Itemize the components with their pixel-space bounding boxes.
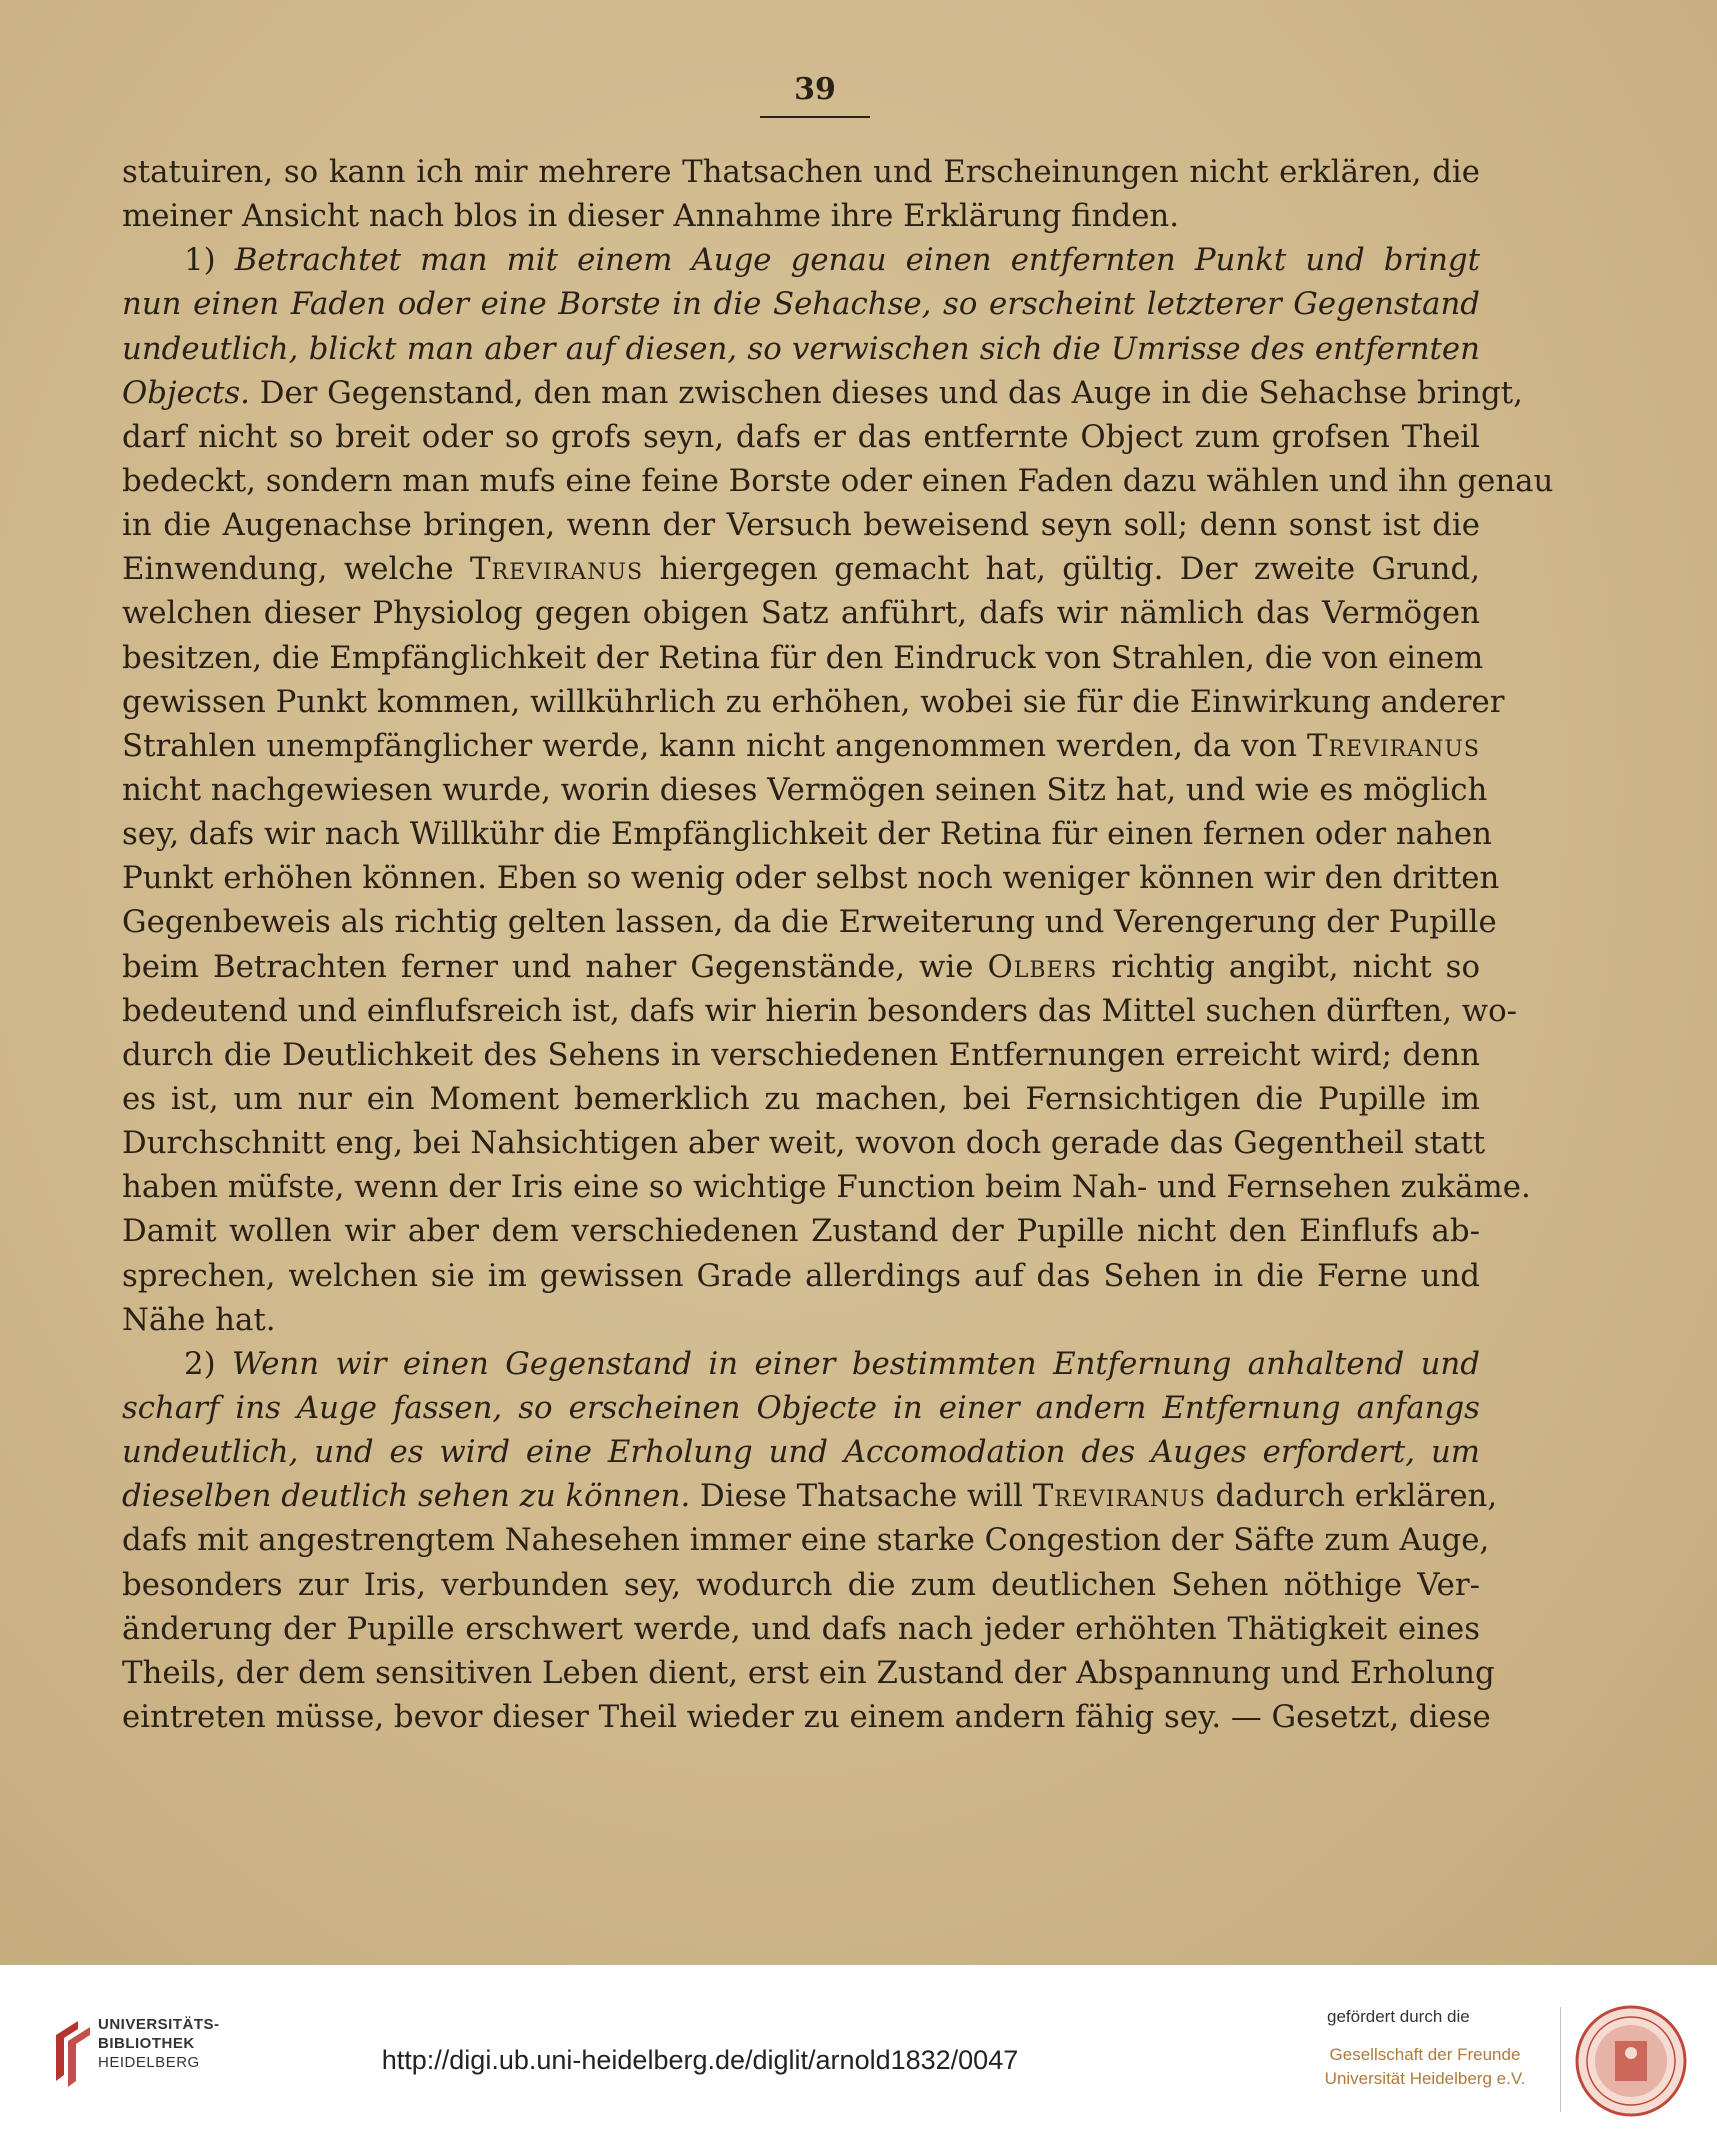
text-run: 2) xyxy=(184,1345,233,1382)
text-line xyxy=(122,636,1484,680)
footer-divider xyxy=(1560,2007,1561,2112)
library-name-line-3: HEIDELBERG xyxy=(98,2054,200,2071)
body-text xyxy=(122,150,1554,1739)
text-run: welchen dieser Physiolog gegen obigen Satz anführt, dafs wir nämlich das Vermögen xyxy=(122,595,1480,632)
text-line xyxy=(122,812,1492,856)
text-run: bedeutend und einflufsreich ist, dafs wir hierin besonders das Mittel suchen dürften, wo- xyxy=(122,992,1518,1029)
text-line xyxy=(122,591,1480,635)
text-line xyxy=(122,194,1480,238)
text-line xyxy=(122,989,1518,1033)
text-run: darf nicht so breit oder so grofs seyn, dafs er das entfernte Object zum grofsen Theil xyxy=(122,418,1480,455)
text-line xyxy=(122,371,1523,415)
text-line xyxy=(122,1121,1486,1165)
author-name: Treviranus xyxy=(470,551,644,588)
author-name: Treviranus xyxy=(1306,727,1480,764)
text-run: bedeckt, sondern man mufs eine feine Borste oder einen Faden dazu wählen und ihn genau xyxy=(122,462,1554,499)
text-line xyxy=(122,1651,1495,1695)
text-run: dadurch erklären, xyxy=(1205,1478,1498,1515)
sponsor-name-line-1: Gesellschaft der Freunde xyxy=(1329,2045,1521,2064)
text-run: besonders zur Iris, verbunden sey, wodurch die zum deutlichen Sehen nöthige Ver- xyxy=(122,1566,1480,1603)
text-run: 1) xyxy=(184,242,235,279)
text-run: dafs mit angestrengtem Nahesehen immer eine starke Congestion der Säfte zum Auge, xyxy=(122,1522,1490,1559)
text-line xyxy=(122,547,1480,591)
text-line xyxy=(122,1518,1490,1562)
text-line xyxy=(122,238,1480,282)
emphasis-text: undeutlich, blickt man aber auf diesen, so verwischen sich die Umrisse des entfernten xyxy=(122,330,1480,367)
text-run: es ist, um nur ein Moment bemerklich zu machen, bei Fernsichtigen die Pupille im xyxy=(122,1080,1480,1117)
text-run: Einwendung, welche xyxy=(122,551,470,588)
text-line xyxy=(122,680,1505,724)
text-line xyxy=(122,1607,1480,1651)
emphasis-text: undeutlich, und es wird eine Erholung und Accomodation des Auges erfordert, um xyxy=(122,1434,1480,1471)
emphasis-text: Wenn wir einen Gegenstand in einer bestimmten Entfernung anhaltend und xyxy=(232,1345,1480,1382)
text-line xyxy=(122,282,1480,326)
text-run: Strahlen unempfänglicher werde, kann nicht angenommen werden, da von xyxy=(122,727,1307,764)
author-name: Olbers xyxy=(987,948,1098,985)
page-number-rule xyxy=(760,116,870,118)
library-name-line-2: BIBLIOTHEK xyxy=(98,2035,195,2052)
text-line xyxy=(122,1430,1480,1474)
viewer-footer xyxy=(0,1965,1717,2134)
text-line xyxy=(122,1077,1480,1121)
text-run: Punkt erhöhen können. Eben so wenig oder selbst noch weniger können wir den dritten xyxy=(122,860,1500,897)
text-run: Gegenbeweis als richtig gelten lassen, da die Erweiterung und Verengerung der Pupille xyxy=(122,904,1497,941)
text-run: in die Augenachse bringen, wenn der Versuch beweisend seyn soll; denn sonst ist die xyxy=(122,507,1480,544)
text-line xyxy=(122,1033,1480,1077)
text-line xyxy=(122,1563,1480,1607)
text-line xyxy=(122,1386,1480,1430)
text-line xyxy=(122,415,1480,459)
text-run: sprechen, welchen sie im gewissen Grade allerdings auf das Sehen in die Ferne und xyxy=(122,1257,1480,1294)
text-line xyxy=(122,945,1480,989)
emphasis-text: dieselben deutlich sehen zu können. xyxy=(122,1478,691,1515)
library-name xyxy=(98,2015,220,2072)
text-run: besitzen, die Empfänglichkeit der Retina für den Eindruck von Strahlen, die von einem xyxy=(122,639,1484,676)
text-run: statuiren, so kann ich mir mehrere Thatsachen und Erscheinungen nicht erklären, die xyxy=(122,154,1480,190)
text-run: nicht nachgewiesen wurde, worin dieses Vermögen seinen Sitz hat, und wie es möglich xyxy=(122,771,1488,808)
text-run: Nähe hat. xyxy=(122,1301,276,1338)
text-run: Damit wollen wir aber dem verschiedenen Zustand der Pupille nicht den Einflufs ab- xyxy=(122,1213,1480,1250)
text-line xyxy=(122,503,1480,547)
text-run: eintreten müsse, bevor dieser Theil wieder zu einem andern fähig sey. — Gesetzt, diese xyxy=(122,1698,1491,1735)
text-line xyxy=(122,1165,1531,1209)
permalink-url[interactable]: http://digi.ub.uni-heidelberg.de/diglit/arnold1832/0047 xyxy=(381,2045,1019,2075)
emphasis-text: Betrachtet man mit einem Auge genau einen entfernten Punkt und bringt xyxy=(234,242,1480,279)
text-run: Theils, der dem sensitiven Leben dient, erst ein Zustand der Abspannung und Erholung xyxy=(122,1654,1495,1691)
text-line xyxy=(122,327,1480,371)
emphasis-text: nun einen Faden oder eine Borste in die Sehachse, so erscheint letzterer Gegenstand xyxy=(122,286,1480,323)
text-line xyxy=(122,768,1488,812)
sponsor-label: gefördert durch die xyxy=(1327,2007,1470,2026)
emphasis-text: Objects. xyxy=(122,374,250,411)
text-line xyxy=(122,1695,1491,1739)
text-line xyxy=(122,150,1480,194)
text-line xyxy=(122,900,1497,944)
text-run: sey, dafs wir nach Willkühr die Empfänglichkeit der Retina für einen fernen oder nahen xyxy=(122,816,1492,853)
text-line xyxy=(122,1298,1480,1342)
emphasis-text: scharf ins Auge fassen, so erscheinen Objecte in einer andern Entfernung anfangs xyxy=(122,1389,1480,1426)
author-name: Treviranus xyxy=(1032,1478,1206,1515)
text-run: beim Betrachten ferner und naher Gegenstände, wie xyxy=(122,948,988,985)
text-line xyxy=(122,1254,1480,1298)
library-name-line-1: UNIVERSITÄTS- xyxy=(98,2016,220,2033)
text-line xyxy=(122,1342,1480,1386)
text-run: Durchschnitt eng, bei Nahsichtigen aber weit, wovon doch gerade das Gegentheil statt xyxy=(122,1125,1486,1162)
text-run: gewissen Punkt kommen, willkührlich zu erhöhen, wobei sie für die Einwirkung anderer xyxy=(122,683,1505,720)
text-line xyxy=(122,724,1480,768)
text-run: Diese Thatsache will xyxy=(690,1478,1033,1515)
text-run: durch die Deutlichkeit des Sehens in verschiedenen Entfernungen erreicht wird; denn xyxy=(122,1036,1480,1073)
text-line xyxy=(122,1474,1498,1518)
text-run: Der Gegenstand, den man zwischen dieses und das Auge in die Sehachse bringt, xyxy=(249,374,1523,411)
sponsor-name-line-2: Universität Heidelberg e.V. xyxy=(1324,2069,1526,2088)
text-run: meiner Ansicht nach blos in dieser Annahme ihre Erklärung finden. xyxy=(122,198,1180,235)
text-line xyxy=(122,856,1500,900)
page-number: 39 xyxy=(794,72,836,107)
text-line xyxy=(122,1209,1480,1253)
text-run: richtig angibt, nicht so xyxy=(1097,948,1480,985)
text-run: hiergegen gemacht hat, gültig. Der zweite Grund, xyxy=(643,551,1480,588)
text-run: haben müfste, wenn der Iris eine so wichtige Function beim Nah- und Fernsehen zukäme. xyxy=(122,1169,1531,1206)
text-line xyxy=(122,459,1554,503)
society-seal-icon xyxy=(1575,2005,1687,2117)
text-run: änderung der Pupille erschwert werde, und dafs nach jeder erhöhten Thätigkeit eines xyxy=(122,1610,1480,1647)
sponsor-name xyxy=(1310,2043,1540,2091)
